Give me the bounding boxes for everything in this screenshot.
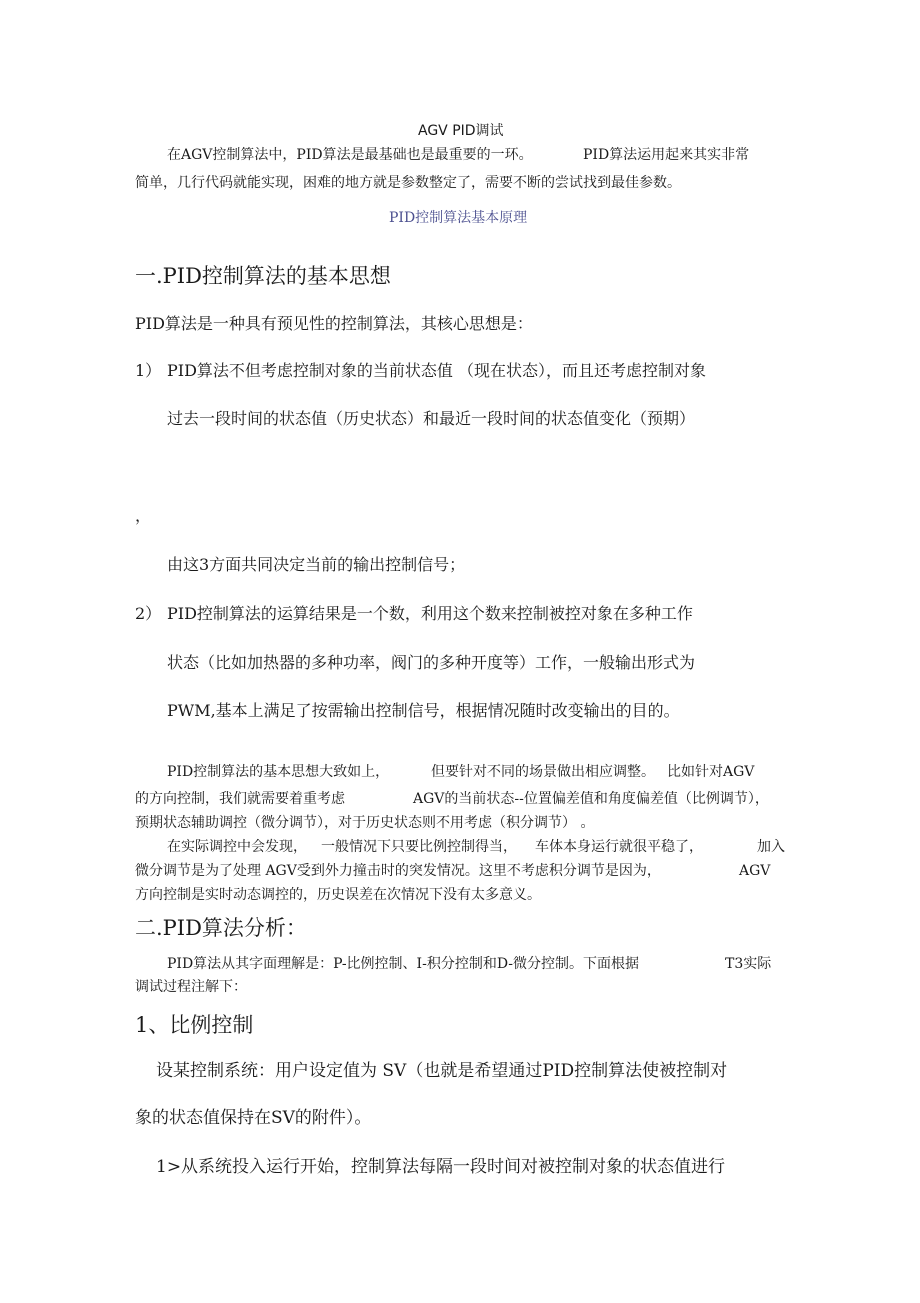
paragraph-1-line-1-part-a: PID控制算法的基本思想大致如上， (167, 764, 390, 780)
paragraph-2-line-1-part-d: 加入 (757, 839, 785, 855)
paragraph-2-line-1-part-b: 一般情况下只要比例控制得当， (321, 839, 517, 855)
paragraph-2-line-1 (135, 840, 785, 856)
intro-line-2: 简单，几行代码就能实现，困难的地方就是参数整定了，需要不断的尝试找到最佳参数。 (135, 175, 681, 191)
list-item-2-line-1 (135, 606, 775, 624)
list-item-2-line-2: 状态（比如加热器的多种功率，阀门的多种开度等）工作，一般输出形式为 (167, 653, 696, 672)
paragraph-1-line-3: 预期状态辅助调控（微分调节），对于历史状态则不用考虑（积分调节） 。 (135, 815, 595, 831)
intro-line-1 (167, 148, 807, 164)
section-2-para-line-1 (135, 957, 785, 973)
paragraph-2-line-1-part-a: 在实际调控中会发现， (167, 839, 307, 855)
paragraph-2-line-2-part-a: 微分调节是为了处理 AGV受到外力撞击时的突发情况。这里不考虑积分调节是因为， (135, 863, 661, 879)
paragraph-2-line-1-part-c: 车体本身运行就很平稳了， (535, 839, 703, 855)
list-item-1-text: PID算法不但考虑控制对象的当前状态值 （现在状态），而且还考虑控制对象 (167, 361, 707, 380)
section-2-para-line-2: 调试过程注解下： (135, 979, 247, 995)
paragraph-1-line-2-part-a: 的方向控制，我们就需要着重考虑 (135, 791, 345, 807)
list-item-1-line-1 (135, 363, 775, 381)
paragraph-1-line-1-part-b: 但要针对不同的场景做出相应调整。 (431, 764, 655, 780)
list-item-1-number: 1） (135, 361, 162, 380)
section-1-heading: 一.PID控制算法的基本思想 (135, 264, 391, 288)
section-2-heading: 二.PID算法分析： (135, 916, 307, 940)
subsection-1-heading: 1、比例控制 (135, 1013, 254, 1037)
list-item-1-line-2: 过去一段时间的状态值（历史状态）和最近一段时间的状态值变化（预期） (167, 409, 696, 428)
paragraph-1-line-2 (135, 792, 785, 808)
paragraph-1-line-1-part-c: 比如针对AGV (667, 764, 755, 780)
document-title: AGV PID调试 (418, 123, 504, 139)
section-2-para-line-1-part-b: T3实际 (725, 956, 772, 972)
paragraph-1-line-1 (135, 765, 785, 781)
paragraph-1-line-2-part-b: AGV的当前状态--位置偏差值和角度偏差值（比例调节）， (413, 791, 769, 807)
section-subtitle: PID控制算法基本原理 (389, 210, 528, 226)
paragraph-2-line-3: 方向控制是实时动态调控的，历史误差在次情况下没有太多意义。 (135, 887, 541, 903)
list-item-2-number: 2） (135, 604, 162, 623)
subsection-1-line-2: 象的状态值保持在SV的附件）。 (135, 1108, 372, 1128)
paragraph-2-line-2 (135, 864, 785, 880)
list-item-2-line-3: PWM,基本上满足了按需输出控制信号，根据情况随时改变输出的目的。 (167, 701, 680, 720)
intro-line-1-part-a: 在AGV控制算法中，PID算法是最基础也是最重要的一环。 (167, 147, 533, 163)
paragraph-2-line-2-part-b: AGV (739, 863, 771, 879)
list-item-1-line-3: ， (135, 506, 152, 525)
list-item-2-text: PID控制算法的运算结果是一个数，利用这个数来控制被控对象在多种工作 (167, 604, 693, 623)
subsection-1-line-3: 1>从系统投入运行开始，控制算法每隔一段时间对被控制对象的状态值进行 (156, 1157, 726, 1177)
section-2-para-line-1-part-a: PID算法从其字面理解是：P-比例控制、I-积分控制和D-微分控制。下面根据 (167, 956, 640, 972)
subsection-1-line-1: 设某控制系统：用户设定值为 SV（也就是希望通过PID控制算法使被控制对 (156, 1061, 728, 1081)
list-item-1-line-4: 由这3方面共同决定当前的输出控制信号； (167, 555, 466, 574)
intro-line-1-part-b: PID算法运用起来其实非常 (583, 147, 750, 163)
section-1-lead: PID算法是一种具有预见性的控制算法，其核心思想是： (135, 314, 533, 333)
